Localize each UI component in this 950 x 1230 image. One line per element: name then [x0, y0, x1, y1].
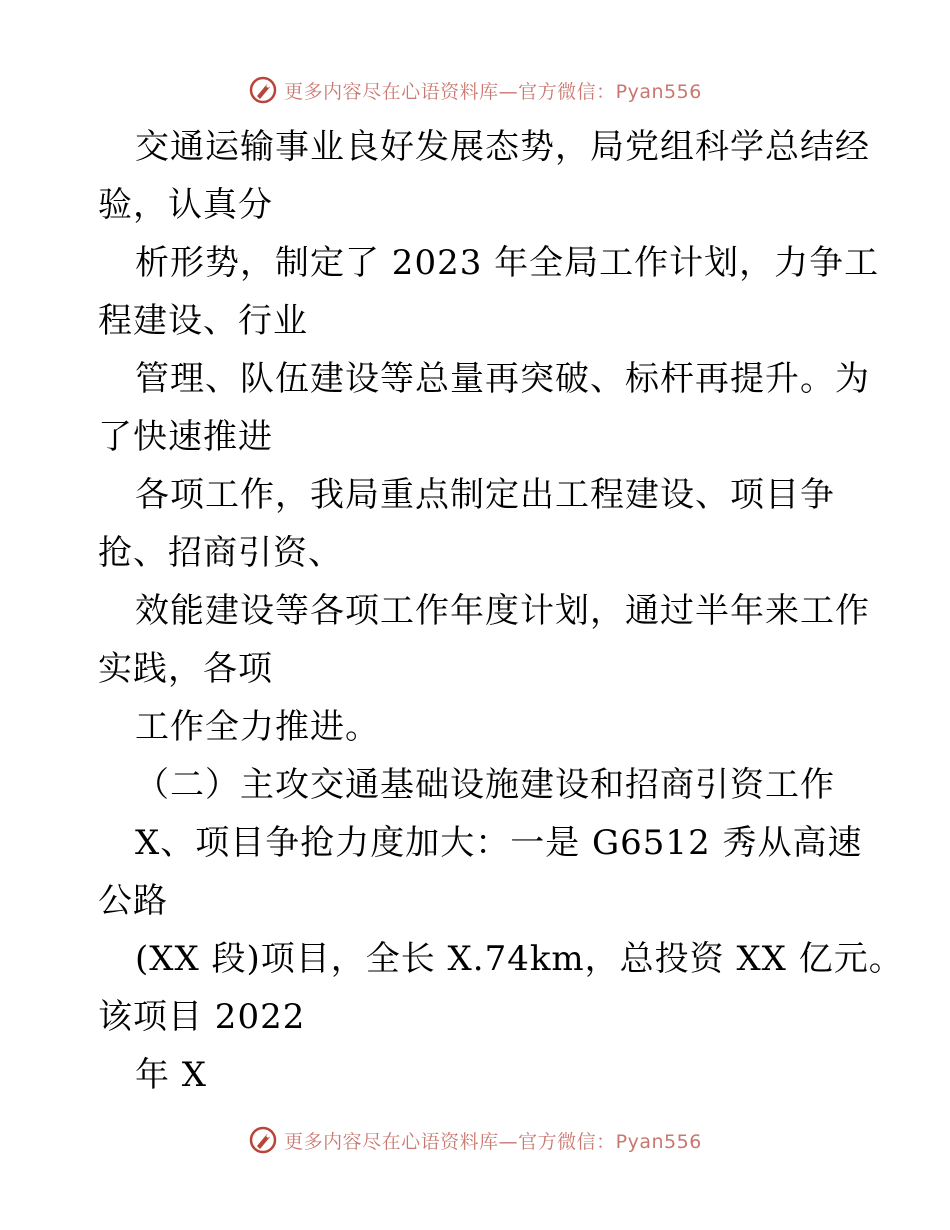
text-line: 交通运输事业良好发展态势，局党组科学总结经	[135, 127, 870, 167]
footer-watermark	[0, 1120, 950, 1160]
text-line: 析形势，制定了 2023 年全局工作计划，力争工	[135, 243, 880, 283]
text-line: 实践，各项	[98, 649, 273, 689]
text-line: 验，认真分	[98, 185, 273, 225]
watermark-text: 更多内容尽在心语资料库—官方微信：Pyan556	[284, 80, 702, 103]
text-line: 程建设、行业	[98, 301, 308, 341]
text-line: 年 X	[135, 1055, 208, 1095]
document-body	[98, 118, 904, 1104]
header-watermark	[0, 70, 950, 110]
text-line: 公路	[98, 881, 168, 921]
text-line: (XX 段)项目，全长 X.74km，总投资 XX 亿元。	[135, 939, 904, 979]
watermark-text: 更多内容尽在心语资料库—官方微信：Pyan556	[284, 1130, 702, 1153]
text-line: 效能建设等各项工作年度计划，通过半年来工作	[135, 591, 870, 631]
text-line: X、项目争抢力度加大：一是 G6512 秀从高速	[135, 823, 863, 863]
pen-nib-logo-icon	[248, 75, 278, 105]
pen-nib-logo-icon	[248, 1125, 278, 1155]
text-line: 抢、招商引资、	[98, 533, 343, 573]
text-line: 各项工作，我局重点制定出工程建设、项目争	[135, 475, 835, 515]
text-line: 了快速推进	[98, 417, 273, 457]
text-line: 该项目 2022	[98, 997, 306, 1037]
text-line: 管理、队伍建设等总量再突破、标杆再提升。为	[135, 359, 870, 399]
section-heading: （二）主攻交通基础设施建设和招商引资工作	[135, 765, 835, 805]
text-line: 工作全力推进。	[135, 707, 380, 747]
